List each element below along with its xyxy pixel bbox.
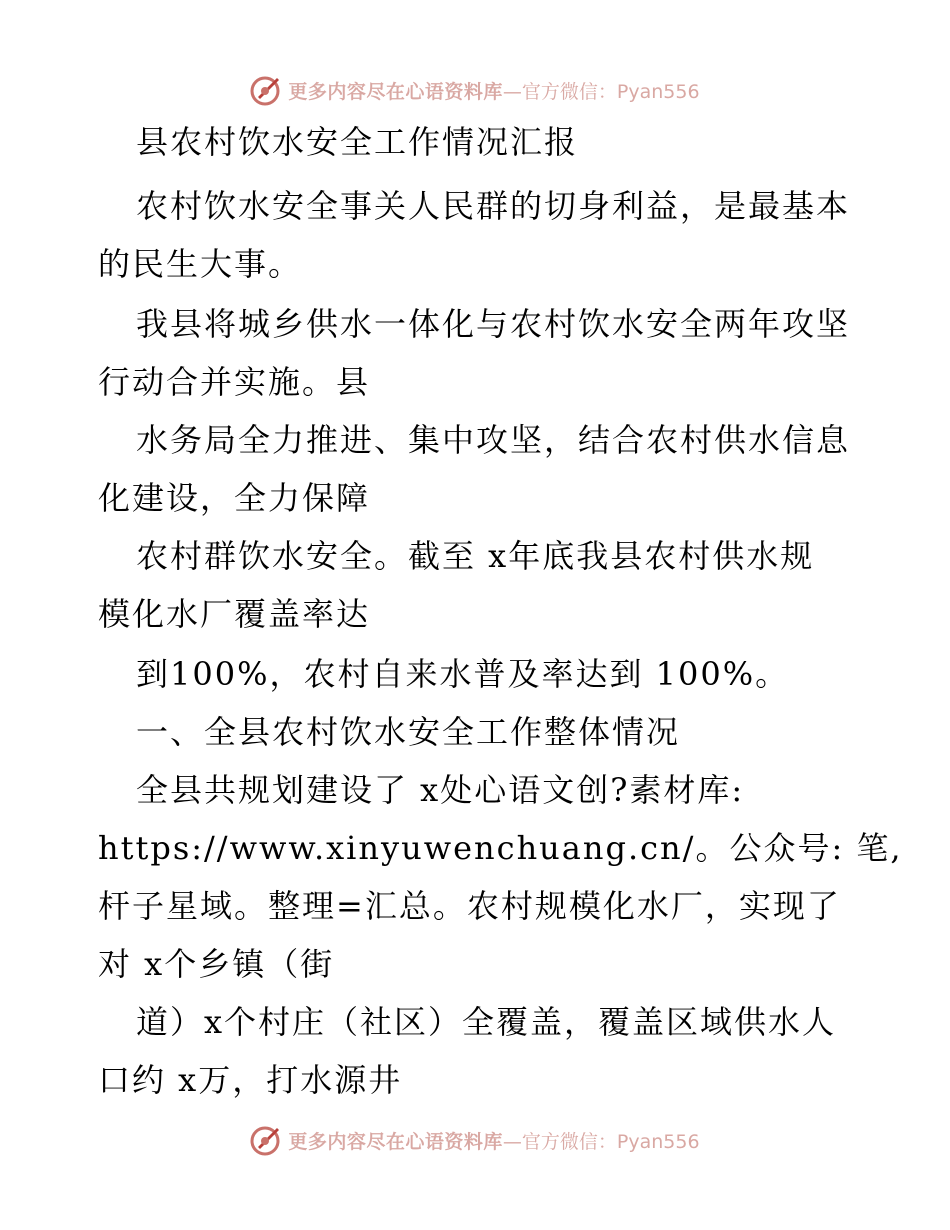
text-line: 口约 x万，打水源井	[98, 1061, 403, 1099]
text-line: 农村饮水安全事关人民群的切身利益，是最基本	[136, 187, 851, 225]
text-line: 水务局全力推进、集中攻坚，结合农村供水信息	[136, 421, 851, 459]
watermark-text: 更多内容尽在心语资料库	[288, 1130, 503, 1153]
pen-logo-icon	[250, 1123, 284, 1157]
header-watermark	[0, 70, 950, 110]
text-line: 农村群饮水安全。截至 x年底我县农村供水规	[136, 537, 815, 575]
footer-watermark	[0, 1120, 950, 1160]
document-title: 县农村饮水安全工作情况汇报	[136, 123, 579, 161]
text-line: 化建设，全力保障	[98, 479, 371, 517]
text-line: 道）x个村庄（社区）全覆盖，覆盖区域供水人	[136, 1003, 837, 1041]
watermark-text: 更多内容尽在心语资料库	[288, 80, 503, 103]
watermark-suffix: —官方微信：Pyan556	[502, 80, 700, 103]
text-line: 杆子星域。整理=汇总。农村规模化水厂，实现了	[98, 887, 841, 925]
pen-logo-icon	[250, 73, 284, 107]
text-line: 全县共规划建设了 x处心语文创?素材库:	[136, 771, 745, 809]
text-line: 的民生大事。	[98, 245, 303, 283]
section-heading: 一、全县农村饮水安全工作整体情况	[136, 713, 681, 751]
watermark-suffix: —官方微信：Pyan556	[502, 1130, 700, 1153]
text-line: 到100%，农村自来水普及率达到 100%。	[136, 655, 790, 693]
text-line: 行动合并实施。县	[98, 363, 371, 401]
text-line: 模化水厂覆盖率达	[98, 595, 371, 633]
text-line: https://www.xinyuwenchuang.cn/。公众号: 笔,	[98, 829, 903, 867]
text-line: 对 x个乡镇（街	[98, 945, 335, 983]
text-line: 我县将城乡供水一体化与农村饮水安全两年攻坚	[136, 305, 851, 343]
